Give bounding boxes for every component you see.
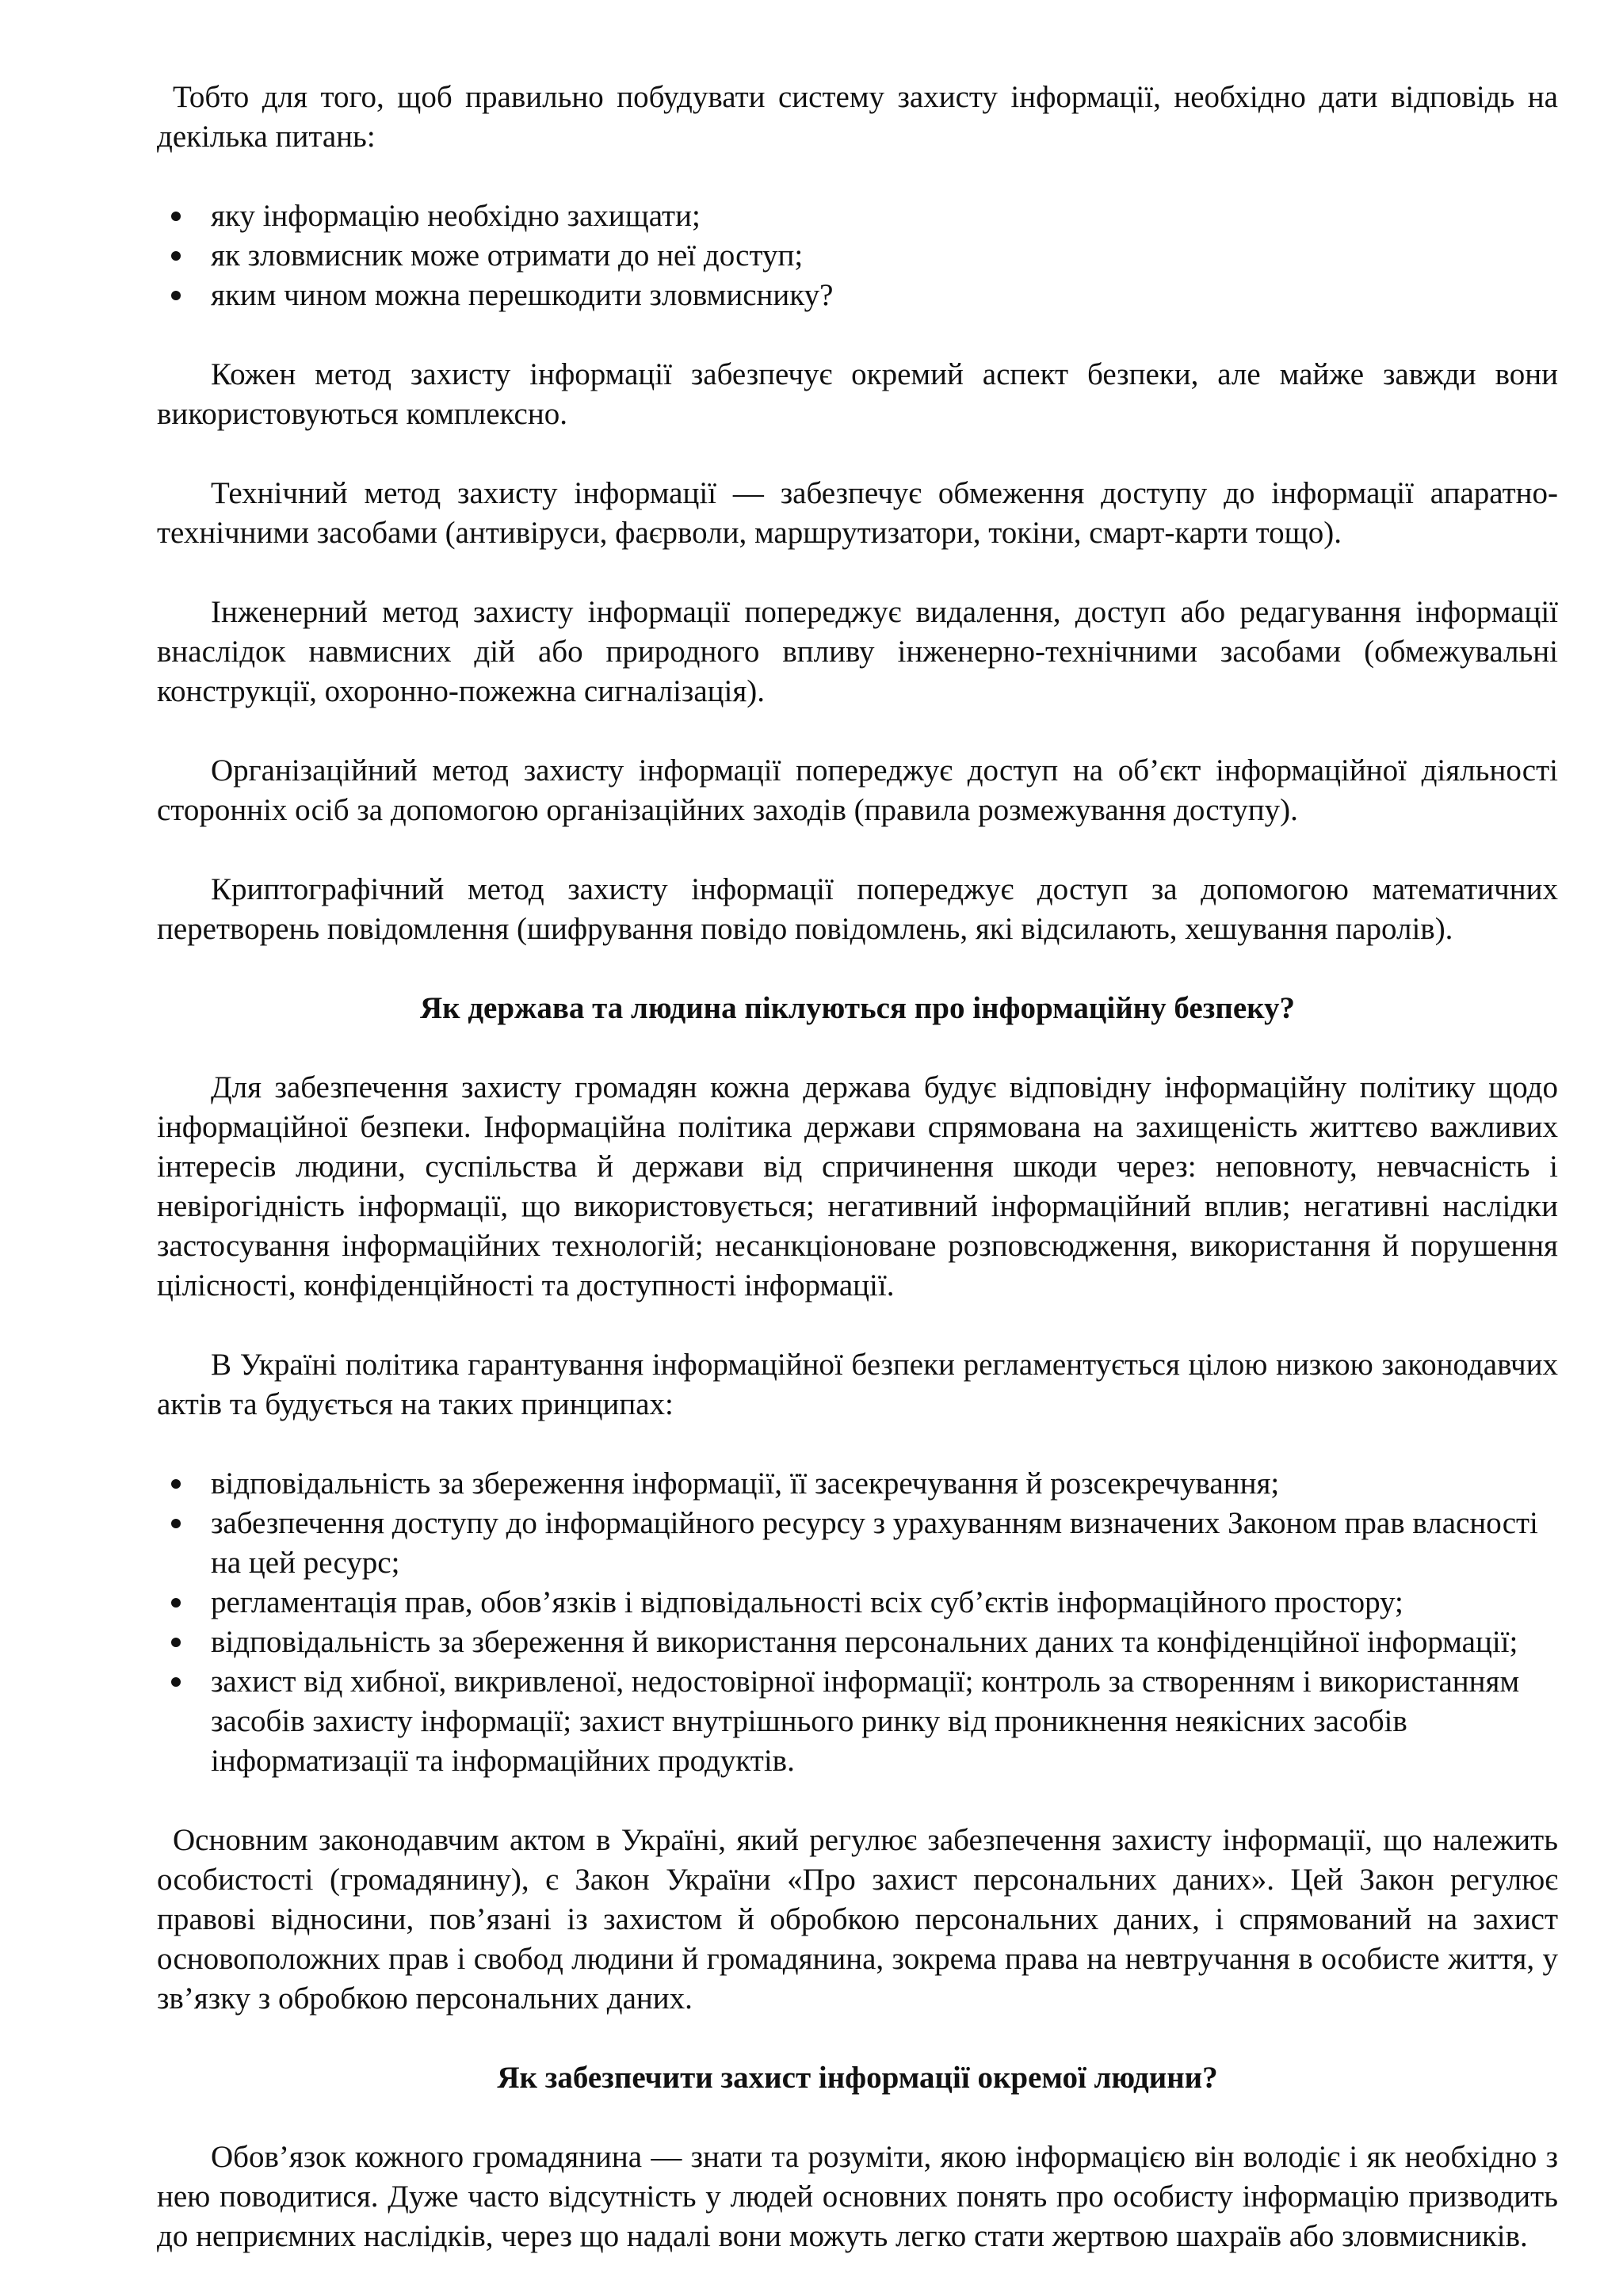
list-item: яку інформацію необхідно захищати; — [157, 196, 1558, 236]
document-page — [157, 78, 1558, 2296]
list-item: як зловмисник може отримати до неї доступ; — [157, 236, 1558, 276]
list-item: забезпечення доступу до інформаційного ресурсу з урахуванням визначених Законом прав власності на цей ресурс; — [157, 1504, 1558, 1583]
citizen-duty-paragraph: Обов’язок кожного громадянина — знати та розуміти, якою інформацією він володіє і як необхідно з нею поводитися. Дуже часто відсутність у людей основних понять про особисту інформацію призводить до неприємних наслідків, через що надалі вони можуть легко стати жертвою шахраїв або зловмисників. — [157, 2140, 1558, 2253]
personal-data-law-paragraph: Основним законодавчим актом в Україні, який регулює забезпечення захисту інформації, що належить особистості (громадянину), є Закон України «Про захист персональних даних». Цей Закон регулює правові відносини, пов’язані із захистом й обробкою персональних даних, і спрямований на захист основоположних прав і свобод людини й громадянина, зокрема права на невтручання в особисте життя, у зв’язку з обробкою персональних даних. — [157, 1823, 1558, 2016]
engineering-method-paragraph: Інженерний метод захисту інформації попереджує видалення, доступ або редагування інформації внаслідок навмисних дій або природного впливу інженерно-технічними засобами (обмежувальні конструкції, охоронно-пожежна сигналізація). — [157, 595, 1558, 708]
technical-method-paragraph: Технічний метод захисту інформації — забезпечує обмеження доступу до інформації апаратно-технічними засобами (антивіруси, фаєрволи, маршрутизатори, токіни, смарт-карти тощо). — [157, 476, 1558, 550]
section-heading-state-and-person: Як держава та людина піклуються про інформаційну безпеку? — [419, 991, 1296, 1025]
list-item: відповідальність за збереження інформації, її засекречування й розсекречування; — [157, 1464, 1558, 1504]
list-item: яким чином можна перешкодити зловмиснику? — [157, 276, 1558, 315]
information-policy-paragraph: Для забезпечення захисту громадян кожна держава будує відповідну інформаційну політику щодо інформаційної безпеки. Інформаційна політика держави спрямована на захищеність життєво важливих інтересів людини, суспільства й держави від спричинення шкоди через: неповноту, невчасність і невірогідність інформації, що використовується; негативний інформаційний вплив; негативні наслідки застосування інформаційних технологій; несанкціоноване розповсюдження, використання й порушення цілісності, конфіденційності та доступності інформації. — [157, 1070, 1558, 1302]
ukraine-policy-paragraph: В Україні політика гарантування інформаційної безпеки регламентується цілою низкою законодавчих актів та будується на таких принципах: — [157, 1348, 1558, 1421]
organizational-method-paragraph: Організаційний метод захисту інформації попереджує доступ на об’єкт інформаційної діяльності сторонніх осіб за допомогою організаційних заходів (правила розмежування доступу). — [157, 753, 1558, 827]
cryptographic-method-paragraph: Криптографічний метод захисту інформації попереджує доступ за допомогою математичних перетворень повідомлення (шифрування повідо повідомлень, які відсилають, хешування паролів). — [157, 872, 1558, 946]
section-heading-personal-protection: Як забезпечити захист інформації окремої людини? — [497, 2061, 1218, 2095]
list-item: відповідальність за збереження й використання персональних даних та конфіденційної інформації; — [157, 1623, 1558, 1662]
list-item: захист від хибної, викривленої, недостовірної інформації; контроль за створенням і використанням засобів захисту інформації; захист внутрішнього ринку від проникнення неякісних засобів інформатизації та інформаційних продуктів. — [157, 1662, 1558, 1781]
list-item: регламентація прав, обов’язків і відповідальності всіх суб’єктів інформаційного простору; — [157, 1583, 1558, 1623]
methods-overview-paragraph: Кожен метод захисту інформації забезпечує окремий аспект безпеки, але майже завжди вони використовуються комплексно. — [157, 357, 1558, 431]
intro-paragraph: Тобто для того, щоб правильно побудувати систему захисту інформації, необхідно дати відповідь на декілька питань: — [157, 80, 1558, 154]
principles-list — [157, 1464, 1558, 1781]
questions-list — [157, 196, 1558, 315]
